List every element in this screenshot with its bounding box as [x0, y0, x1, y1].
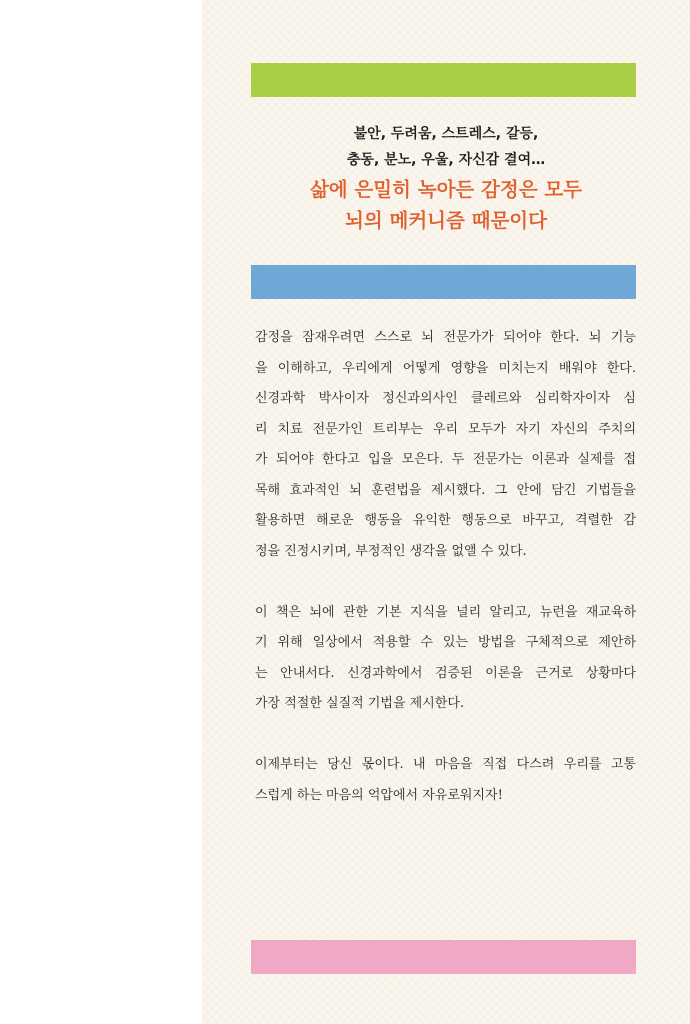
headline-main-line-1: 삶에 은밀히 녹아든 감정은 모두 — [309, 178, 583, 201]
paragraph-1-line-5: 가 되어야 한다고 입을 모은다. 두 전문가는 이론과 실제를 접 — [255, 452, 636, 467]
paragraph-3-line-2: 스럽게 하는 마음의 억압에서 자유로워지자! — [255, 787, 503, 803]
paragraph-1-line-8: 정을 진정시키며, 부정적인 생각을 없앨 수 있다. — [255, 543, 527, 559]
paragraph-gap — [255, 720, 636, 751]
top-color-band — [251, 63, 636, 97]
paragraph-1-line-6: 목해 효과적인 뇌 훈련법을 제시했다. 그 안에 담긴 기법들을 — [255, 482, 636, 498]
paragraph-1-line-4: 리 치료 전문가인 트리부는 우리 모두가 자기 자신의 주치의 — [255, 421, 636, 437]
headline-main-line-2: 뇌의 메커니즘 때문이다 — [345, 209, 547, 232]
description-text — [255, 323, 636, 811]
paragraph-1-line-1: 감정을 잠재우려면 스스로 뇌 전문가가 되어야 한다. 뇌 기능 — [255, 330, 636, 345]
book-back-cover — [202, 0, 690, 1024]
paragraph-2-line-2: 기 위해 일상에서 적용할 수 있는 방법을 구체적으로 제안하 — [255, 635, 636, 650]
paragraph-3-line-1: 이제부터는 당신 몫이다. 내 마음을 직접 다스려 우리를 고통 — [255, 757, 636, 772]
paragraph-1-line-3: 신경과학 박사이자 정신과의사인 클레르와 심리학자이자 심 — [255, 391, 636, 406]
paragraph-gap — [255, 567, 636, 598]
paragraph-3 — [255, 750, 636, 811]
paragraph-2 — [255, 598, 636, 720]
headline-block — [202, 121, 690, 236]
paragraph-2-line-4: 가장 적절한 실질적 기법을 제시한다. — [255, 696, 465, 711]
headline-sub-line-2: 충동, 분노, 우울, 자신감 결여… — [346, 152, 546, 168]
paragraph-1 — [255, 323, 636, 567]
bottom-color-band — [251, 940, 636, 974]
paragraph-2-line-1: 이 책은 뇌에 관한 기본 지식을 널리 알리고, 뉴런을 재교육하 — [255, 604, 636, 620]
middle-color-band — [251, 265, 636, 299]
headline-sub-line-1: 불안, 두려움, 스트레스, 갈등, — [353, 126, 539, 142]
paragraph-1-line-2: 을 이해하고, 우리에게 어떻게 영향을 미치는지 배워야 한다. — [255, 360, 636, 376]
paragraph-1-line-7: 활용하면 해로운 행동을 유익한 행동으로 바꾸고, 격렬한 감 — [255, 513, 636, 528]
paragraph-2-line-3: 는 안내서다. 신경과학에서 검증된 이론을 근거로 상황마다 — [255, 665, 636, 681]
